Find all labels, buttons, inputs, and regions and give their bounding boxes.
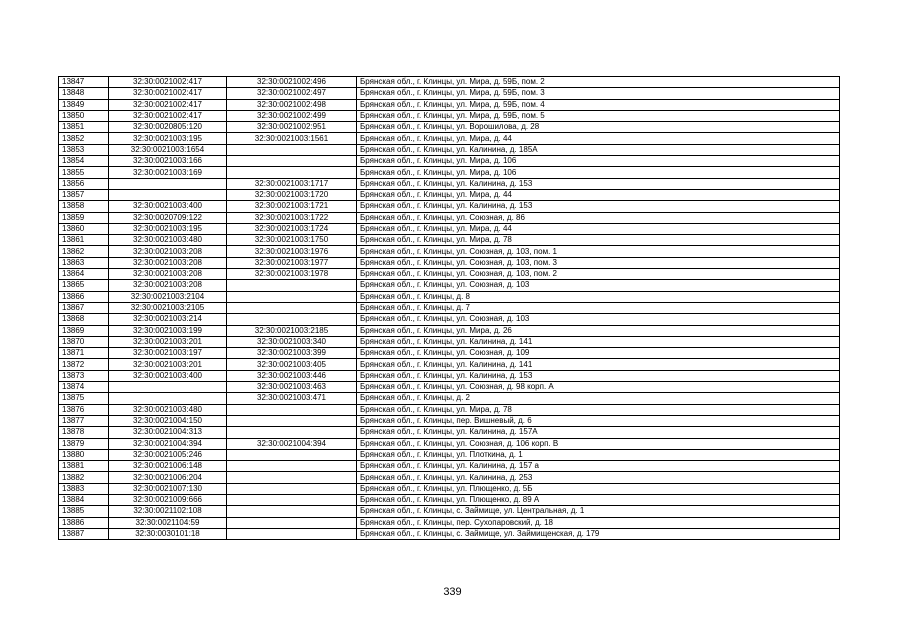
row-number-cell: 13866: [59, 291, 109, 302]
table-row: [59, 223, 840, 234]
row-number-cell: 13870: [59, 336, 109, 347]
table-row: [59, 517, 840, 528]
cadastral-number-2-cell: 32:30:0021003:1717: [227, 178, 357, 189]
table-row: [59, 483, 840, 494]
cadastral-number-cell: 32:30:0020805:120: [109, 122, 227, 133]
cadastral-number-2-cell: 32:30:0021003:1750: [227, 235, 357, 246]
table-row: [59, 77, 840, 88]
address-cell: Брянская обл., г. Клинцы, ул. Союзная, д. 86: [357, 212, 840, 223]
property-table: [58, 76, 840, 540]
address-cell: Брянская обл., г. Клинцы, ул. Союзная, д. 103: [357, 280, 840, 291]
table-row: [59, 178, 840, 189]
address-cell: Брянская обл., г. Клинцы, ул. Калинина, д. 141: [357, 336, 840, 347]
row-number-cell: 13861: [59, 235, 109, 246]
row-number-cell: 13850: [59, 110, 109, 121]
cadastral-number-cell: 32:30:0021002:417: [109, 110, 227, 121]
table-row: [59, 336, 840, 347]
cadastral-number-cell: 32:30:0021004:313: [109, 427, 227, 438]
address-cell: Брянская обл., г. Клинцы, с. Займище, ул. Займищенская, д. 179: [357, 528, 840, 539]
address-cell: Брянская обл., г. Клинцы, ул. Плющенко, д. 5Б: [357, 483, 840, 494]
address-cell: Брянская обл., г. Клинцы, ул. Калинина, д. 153: [357, 370, 840, 381]
cadastral-number-cell: [109, 382, 227, 393]
row-number-cell: 13885: [59, 506, 109, 517]
table-row: [59, 122, 840, 133]
cadastral-number-2-cell: 32:30:0021003:1561: [227, 133, 357, 144]
address-cell: Брянская обл., г. Клинцы, д. 7: [357, 302, 840, 313]
cadastral-number-cell: 32:30:0021003:480: [109, 235, 227, 246]
row-number-cell: 13874: [59, 382, 109, 393]
table-row: [59, 269, 840, 280]
address-cell: Брянская обл., г. Клинцы, ул. Калинина, д. 157А: [357, 427, 840, 438]
address-cell: Брянская обл., г. Клинцы, ул. Ворошилова, д. 28: [357, 122, 840, 133]
cadastral-number-cell: 32:30:0021004:394: [109, 438, 227, 449]
row-number-cell: 13877: [59, 415, 109, 426]
cadastral-number-cell: 32:30:0021003:199: [109, 325, 227, 336]
address-cell: Брянская обл., г. Клинцы, ул. Плющенко, д. 89 А: [357, 494, 840, 505]
address-cell: Брянская обл., г. Клинцы, ул. Калинина, д. 141: [357, 359, 840, 370]
row-number-cell: 13862: [59, 246, 109, 257]
cadastral-number-cell: 32:30:0021003:195: [109, 133, 227, 144]
row-number-cell: 13851: [59, 122, 109, 133]
cadastral-number-2-cell: 32:30:0021003:446: [227, 370, 357, 381]
cadastral-number-2-cell: 32:30:0021003:1720: [227, 189, 357, 200]
table-row: [59, 246, 840, 257]
cadastral-number-2-cell: [227, 427, 357, 438]
row-number-cell: 13858: [59, 201, 109, 212]
cadastral-number-cell: 32:30:0021003:197: [109, 348, 227, 359]
row-number-cell: 13876: [59, 404, 109, 415]
cadastral-number-2-cell: 32:30:0021003:399: [227, 348, 357, 359]
cadastral-number-2-cell: 32:30:0021002:951: [227, 122, 357, 133]
address-cell: Брянская обл., г. Клинцы, пер. Вишневый, д. 6: [357, 415, 840, 426]
row-number-cell: 13881: [59, 461, 109, 472]
cadastral-number-2-cell: 32:30:0021002:496: [227, 77, 357, 88]
cadastral-number-2-cell: 32:30:0021003:1978: [227, 269, 357, 280]
cadastral-number-2-cell: [227, 302, 357, 313]
cadastral-number-2-cell: [227, 517, 357, 528]
cadastral-number-2-cell: [227, 314, 357, 325]
row-number-cell: 13882: [59, 472, 109, 483]
cadastral-number-cell: 32:30:0021003:208: [109, 269, 227, 280]
cadastral-number-cell: 32:30:0021009:666: [109, 494, 227, 505]
address-cell: Брянская обл., г. Клинцы, ул. Калинина, д. 253: [357, 472, 840, 483]
address-cell: Брянская обл., г. Клинцы, ул. Мира, д. 78: [357, 235, 840, 246]
cadastral-number-2-cell: 32:30:0021003:1721: [227, 201, 357, 212]
table-row: [59, 348, 840, 359]
cadastral-number-cell: 32:30:0021003:201: [109, 336, 227, 347]
cadastral-number-cell: 32:30:0021102:108: [109, 506, 227, 517]
row-number-cell: 13880: [59, 449, 109, 460]
table-row: [59, 88, 840, 99]
cadastral-number-2-cell: [227, 144, 357, 155]
cadastral-number-2-cell: [227, 167, 357, 178]
address-cell: Брянская обл., г. Клинцы, ул. Союзная, д. 98 корп. А: [357, 382, 840, 393]
row-number-cell: 13887: [59, 528, 109, 539]
cadastral-number-cell: 32:30:0021002:417: [109, 88, 227, 99]
cadastral-number-cell: [109, 393, 227, 404]
table-row: [59, 212, 840, 223]
cadastral-number-2-cell: 32:30:0021003:1977: [227, 257, 357, 268]
cadastral-number-2-cell: 32:30:0021003:340: [227, 336, 357, 347]
table-row: [59, 189, 840, 200]
table-row: [59, 438, 840, 449]
table-row: [59, 415, 840, 426]
cadastral-number-cell: 32:30:0021004:150: [109, 415, 227, 426]
row-number-cell: 13871: [59, 348, 109, 359]
cadastral-number-cell: 32:30:0021002:417: [109, 77, 227, 88]
table-row: [59, 156, 840, 167]
cadastral-number-cell: 32:30:0021003:400: [109, 201, 227, 212]
cadastral-number-cell: 32:30:0021003:208: [109, 257, 227, 268]
table-row: [59, 167, 840, 178]
cadastral-number-2-cell: [227, 291, 357, 302]
table-row: [59, 314, 840, 325]
cadastral-number-cell: 32:30:0021003:201: [109, 359, 227, 370]
table-row: [59, 359, 840, 370]
cadastral-number-cell: 32:30:0021003:2104: [109, 291, 227, 302]
address-cell: Брянская обл., г. Клинцы, ул. Мира, д. 106: [357, 156, 840, 167]
row-number-cell: 13855: [59, 167, 109, 178]
address-cell: Брянская обл., г. Клинцы, ул. Мира, д. 59Б, пом. 2: [357, 77, 840, 88]
cadastral-number-2-cell: 32:30:0021003:405: [227, 359, 357, 370]
address-cell: Брянская обл., г. Клинцы, ул. Союзная, д. 103: [357, 314, 840, 325]
address-cell: Брянская обл., г. Клинцы, ул. Союзная, д. 109: [357, 348, 840, 359]
row-number-cell: 13863: [59, 257, 109, 268]
cadastral-number-2-cell: 32:30:0021003:1976: [227, 246, 357, 257]
address-cell: Брянская обл., г. Клинцы, ул. Союзная, д. 103, пом. 2: [357, 269, 840, 280]
cadastral-number-cell: 32:30:0021002:417: [109, 99, 227, 110]
cadastral-number-2-cell: 32:30:0021003:2185: [227, 325, 357, 336]
cadastral-number-2-cell: [227, 472, 357, 483]
cadastral-number-cell: 32:30:0020709:122: [109, 212, 227, 223]
address-cell: Брянская обл., г. Клинцы, ул. Плоткина, д. 1: [357, 449, 840, 460]
row-number-cell: 13883: [59, 483, 109, 494]
row-number-cell: 13869: [59, 325, 109, 336]
address-cell: Брянская обл., г. Клинцы, ул. Мира, д. 26: [357, 325, 840, 336]
table-row: [59, 110, 840, 121]
row-number-cell: 13875: [59, 393, 109, 404]
address-cell: Брянская обл., г. Клинцы, д. 2: [357, 393, 840, 404]
row-number-cell: 13865: [59, 280, 109, 291]
page-number: 339: [443, 586, 462, 598]
cadastral-number-cell: 32:30:0021003:1654: [109, 144, 227, 155]
table-row: [59, 449, 840, 460]
table-row: [59, 427, 840, 438]
cadastral-number-2-cell: [227, 483, 357, 494]
address-cell: Брянская обл., г. Клинцы, ул. Союзная, д. 103, пом. 3: [357, 257, 840, 268]
cadastral-number-2-cell: 32:30:0021003:471: [227, 393, 357, 404]
address-cell: Брянская обл., г. Клинцы, ул. Мира, д. 59Б, пом. 5: [357, 110, 840, 121]
address-cell: Брянская обл., г. Клинцы, пер. Сухопаровский, д. 18: [357, 517, 840, 528]
table-row: [59, 257, 840, 268]
table-row: [59, 472, 840, 483]
address-cell: Брянская обл., г. Клинцы, ул. Мира, д. 106: [357, 167, 840, 178]
table-row: [59, 506, 840, 517]
cadastral-number-cell: 32:30:0021003:208: [109, 246, 227, 257]
row-number-cell: 13878: [59, 427, 109, 438]
cadastral-number-cell: 32:30:0021003:214: [109, 314, 227, 325]
row-number-cell: 13886: [59, 517, 109, 528]
row-number-cell: 13848: [59, 88, 109, 99]
table-row: [59, 528, 840, 539]
row-number-cell: 13872: [59, 359, 109, 370]
row-number-cell: 13854: [59, 156, 109, 167]
table-row: [59, 325, 840, 336]
table-row: [59, 370, 840, 381]
address-cell: Брянская обл., г. Клинцы, ул. Мира, д. 59Б, пом. 3: [357, 88, 840, 99]
row-number-cell: 13849: [59, 99, 109, 110]
row-number-cell: 13864: [59, 269, 109, 280]
cadastral-number-2-cell: 32:30:0021002:499: [227, 110, 357, 121]
table-row: [59, 291, 840, 302]
cadastral-number-2-cell: [227, 506, 357, 517]
cadastral-number-cell: 32:30:0021003:169: [109, 167, 227, 178]
address-cell: Брянская обл., г. Клинцы, ул. Союзная, д. 106 корп. В: [357, 438, 840, 449]
table-row: [59, 302, 840, 313]
table-row: [59, 461, 840, 472]
table-row: [59, 280, 840, 291]
address-cell: Брянская обл., г. Клинцы, ул. Мира, д. 44: [357, 223, 840, 234]
address-cell: Брянская обл., г. Клинцы, ул. Мира, д. 44: [357, 189, 840, 200]
cadastral-number-2-cell: 32:30:0021002:498: [227, 99, 357, 110]
address-cell: Брянская обл., г. Клинцы, ул. Мира, д. 44: [357, 133, 840, 144]
address-cell: Брянская обл., г. Клинцы, ул. Мира, д. 78: [357, 404, 840, 415]
cadastral-number-cell: 32:30:0021003:480: [109, 404, 227, 415]
table-row: [59, 404, 840, 415]
cadastral-number-cell: 32:30:0021003:195: [109, 223, 227, 234]
cadastral-number-2-cell: [227, 280, 357, 291]
cadastral-number-2-cell: [227, 415, 357, 426]
table-row: [59, 494, 840, 505]
address-cell: Брянская обл., г. Клинцы, ул. Калинина, д. 153: [357, 178, 840, 189]
table-row: [59, 133, 840, 144]
row-number-cell: 13867: [59, 302, 109, 313]
table-row: [59, 144, 840, 155]
cadastral-number-cell: 32:30:0021003:208: [109, 280, 227, 291]
cadastral-number-2-cell: [227, 404, 357, 415]
cadastral-number-cell: 32:30:0021003:166: [109, 156, 227, 167]
cadastral-number-cell: 32:30:0021005:246: [109, 449, 227, 460]
cadastral-number-cell: 32:30:0021003:400: [109, 370, 227, 381]
cadastral-number-cell: [109, 178, 227, 189]
cadastral-number-2-cell: 32:30:0021003:1722: [227, 212, 357, 223]
row-number-cell: 13884: [59, 494, 109, 505]
cadastral-number-cell: 32:30:0021006:148: [109, 461, 227, 472]
cadastral-number-2-cell: 32:30:0021004:394: [227, 438, 357, 449]
row-number-cell: 13868: [59, 314, 109, 325]
address-cell: Брянская обл., г. Клинцы, д. 8: [357, 291, 840, 302]
row-number-cell: 13879: [59, 438, 109, 449]
row-number-cell: 13847: [59, 77, 109, 88]
cadastral-number-2-cell: [227, 156, 357, 167]
cadastral-number-cell: 32:30:0030101:18: [109, 528, 227, 539]
table-row: [59, 393, 840, 404]
table-row: [59, 382, 840, 393]
cadastral-number-2-cell: [227, 494, 357, 505]
row-number-cell: 13859: [59, 212, 109, 223]
cadastral-number-cell: [109, 189, 227, 200]
table-row: [59, 235, 840, 246]
row-number-cell: 13873: [59, 370, 109, 381]
address-cell: Брянская обл., г. Клинцы, ул. Мира, д. 59Б, пом. 4: [357, 99, 840, 110]
row-number-cell: 13856: [59, 178, 109, 189]
row-number-cell: 13852: [59, 133, 109, 144]
cadastral-number-2-cell: 32:30:0021003:1724: [227, 223, 357, 234]
address-cell: Брянская обл., г. Клинцы, ул. Калинина, д. 153: [357, 201, 840, 212]
row-number-cell: 13860: [59, 223, 109, 234]
cadastral-number-2-cell: 32:30:0021003:463: [227, 382, 357, 393]
row-number-cell: 13857: [59, 189, 109, 200]
cadastral-number-cell: 32:30:0021003:2105: [109, 302, 227, 313]
cadastral-number-2-cell: [227, 449, 357, 460]
address-cell: Брянская обл., г. Клинцы, ул. Союзная, д. 103, пом. 1: [357, 246, 840, 257]
address-cell: Брянская обл., г. Клинцы, ул. Калинина, д. 157 а: [357, 461, 840, 472]
property-table-body: [59, 77, 840, 540]
cadastral-number-cell: 32:30:0021006:204: [109, 472, 227, 483]
cadastral-number-cell: 32:30:0021104:59: [109, 517, 227, 528]
address-cell: Брянская обл., г. Клинцы, ул. Калинина, д. 185А: [357, 144, 840, 155]
cadastral-number-2-cell: 32:30:0021002:497: [227, 88, 357, 99]
cadastral-number-2-cell: [227, 461, 357, 472]
address-cell: Брянская обл., г. Клинцы, с. Займище, ул. Центральная, д. 1: [357, 506, 840, 517]
cadastral-number-2-cell: [227, 528, 357, 539]
cadastral-number-cell: 32:30:0021007:130: [109, 483, 227, 494]
table-row: [59, 99, 840, 110]
table-row: [59, 201, 840, 212]
row-number-cell: 13853: [59, 144, 109, 155]
